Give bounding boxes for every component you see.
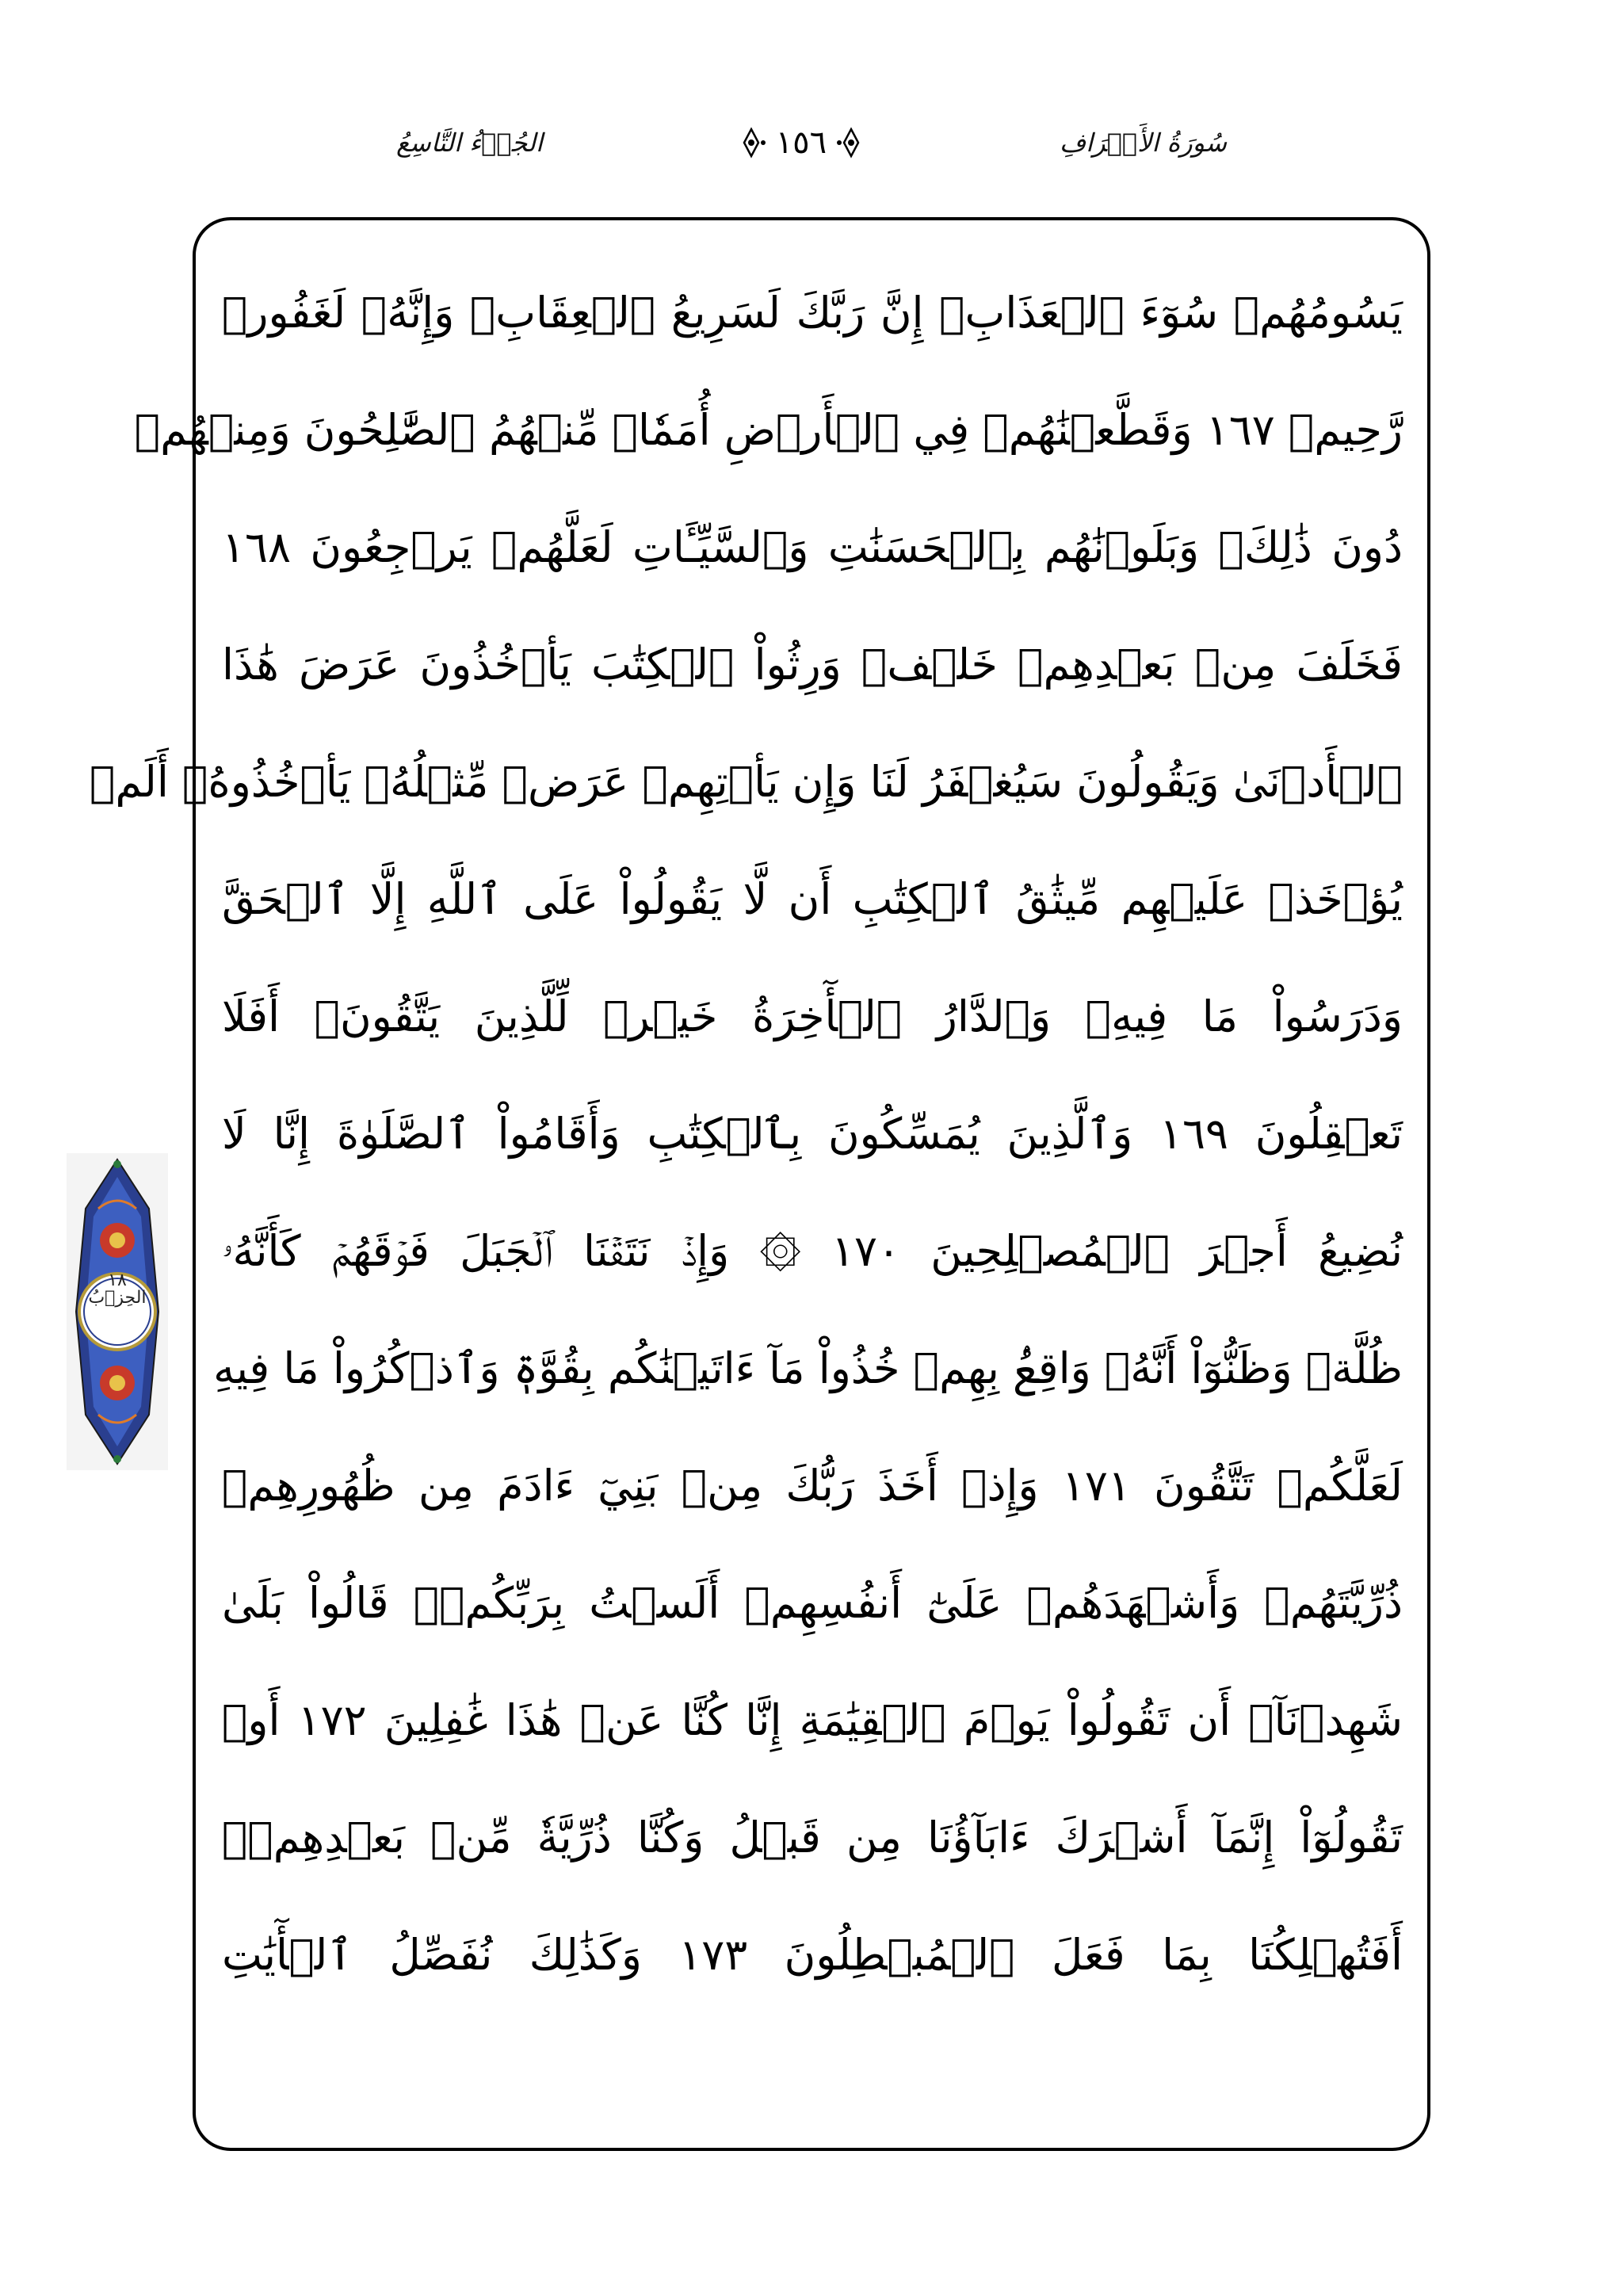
text-line [213,1309,1403,1428]
text-line [222,1778,1403,1897]
line-text: يُؤۡخَذۡ عَلَيۡهِم مِّيثَٰقُ ٱلۡكِتَٰبِ أَن لَّا يَقُولُواْ عَلَى ٱللَّهِ إِلَّا ٱلۡحَقَّ [222,874,1403,924]
line-text: وَدَرَسُواْ مَا فِيهِۗ وَٱلدَّارُ ٱلۡأٓخِرَةُ خَيۡرٞ لِّلَّذِينَ يَتَّقُونَۚ أَفَلَا [222,991,1403,1041]
text-line [222,1544,1403,1663]
line-text: رَّحِيمٞ ١٦٧ وَقَطَّعۡنَٰهُمۡ فِي ٱلۡأَرۡضِ أُمَمٗاۖ مِّنۡهُمُ ٱلصَّٰلِحُونَ وَمِنۡهُمۡ [134,405,1403,455]
line-text: نُضِيعُ أَجۡرَ ٱلۡمُصۡلِحِينَ ١٧٠ ۞ وَإِذۡ نَتَقۡنَا ٱلۡجَبَلَ فَوۡقَهُمۡ كَأَنَّهُۥ [222,1226,1403,1276]
line-text: شَهِدۡنَآۚ أَن تَقُولُواْ يَوۡمَ ٱلۡقِيَٰمَةِ إِنَّا كُنَّا عَنۡ هَٰذَا غَٰفِلِينَ ١٧٢ أَوۡ [222,1695,1403,1745]
juz-name: الجُزۡءُ التَّاسِعُ [396,128,543,158]
line-text: يَسُومُهُمۡ سُوٓءَ ٱلۡعَذَابِۗ إِنَّ رَبَّكَ لَسَرِيعُ ٱلۡعِقَابِۖ وَإِنَّهُۥ لَغَفُورٞ [222,288,1403,338]
ornament-left-icon [735,126,768,159]
hizb-marker [67,1153,168,1470]
line-text: ظُلَّةٞ وَظَنُّوٓاْ أَنَّهُۥ وَاقِعُۢ بِهِمۡ خُذُواْ مَآ ءَاتَيۡنَٰكُم بِقُوَّةٖ وَٱذۡكُرُواْ مَا فِيهِ [213,1343,1403,1393]
hizb-ornament-icon [67,1153,168,1470]
page-header [396,111,1227,174]
text-line [222,840,1403,959]
text-line [134,371,1403,490]
text-line [222,606,1403,724]
line-text: ٱلۡأَدۡنَىٰ وَيَقُولُونَ سَيُغۡفَرُ لَنَا وَإِن يَأۡتِهِمۡ عَرَضٞ مِّثۡلُهُۥ يَأۡخُذُوهُۚ أَلَمۡ [90,757,1403,807]
line-text: ذُرِّيَّتَهُمۡ وَأَشۡهَدَهُمۡ عَلَىٰٓ أَنفُسِهِمۡ أَلَسۡتُ بِرَبِّكُمۡۖ قَالُواْ بَلَىٰ [222,1578,1403,1628]
line-text: لَعَلَّكُمۡ تَتَّقُونَ ١٧١ وَإِذۡ أَخَذَ رَبُّكَ مِنۢ بَنِيٓ ءَادَمَ مِن ظُهُورِهِمۡ [222,1461,1403,1511]
text-line [222,1192,1403,1311]
text-line [222,1427,1403,1545]
line-text: أَفَتُهۡلِكُنَا بِمَا فَعَلَ ٱلۡمُبۡطِلُونَ ١٧٣ وَكَذَٰلِكَ نُفَصِّلُ ٱلۡأٓيَٰتِ [222,1930,1403,1980]
page-number: ١٥٦ [775,124,827,161]
ornament-right-icon [834,126,868,159]
page-number-badge [735,124,868,161]
line-text: تَعۡقِلُونَ ١٦٩ وَٱلَّذِينَ يُمَسِّكُونَ بِٱلۡكِتَٰبِ وَأَقَامُواْ ٱلصَّلَوٰةَ إِنَّا لَا [222,1109,1403,1159]
hizb-label: الحِزۡبُ [88,1288,147,1308]
text-line [222,1075,1403,1194]
line-text: دُونَ ذَٰلِكَۖ وَبَلَوۡنَٰهُم بِٱلۡحَسَنَٰتِ وَٱلسَّيِّـَٔاتِ لَعَلَّهُمۡ يَرۡجِعُونَ ١٦٨ [222,522,1403,572]
line-text: فَخَلَفَ مِنۢ بَعۡدِهِمۡ خَلۡفٞ وَرِثُواْ ٱلۡكِتَٰبَ يَأۡخُذُونَ عَرَضَ هَٰذَا [222,640,1403,690]
text-line [222,1896,1403,2015]
text-line [90,723,1403,842]
text-line [222,957,1403,1076]
hizb-number: ١٨ [108,1270,127,1290]
surah-name: سُورَةُ الأَعۡرَافِ [1060,128,1227,158]
line-text: تَقُولُوٓاْ إِنَّمَآ أَشۡرَكَ ءَابَآؤُنَا مِن قَبۡلُ وَكُنَّا ذُرِّيَّةٗ مِّنۢ بَعۡدِهِمۡۖ [222,1813,1403,1862]
text-line [222,488,1403,607]
text-line [222,254,1403,372]
text-line [222,1661,1403,1780]
